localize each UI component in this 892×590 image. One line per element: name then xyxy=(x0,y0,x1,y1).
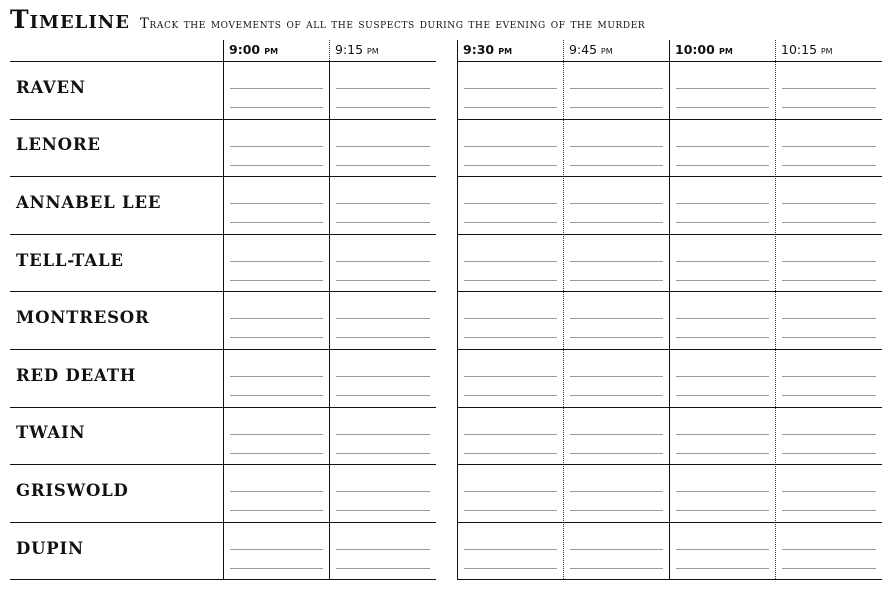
writing-line xyxy=(336,165,430,166)
writing-line xyxy=(570,376,663,377)
writing-line xyxy=(570,434,663,435)
writing-line xyxy=(230,88,323,89)
suspect-row xyxy=(0,464,892,522)
time-header xyxy=(563,40,613,60)
writing-line xyxy=(336,337,430,338)
suspect-name: RAVEN xyxy=(16,77,86,97)
writing-line xyxy=(464,376,557,377)
writing-line xyxy=(336,568,430,569)
writing-line xyxy=(676,165,769,166)
suspect-row xyxy=(0,61,892,119)
suspect-name: LENORE xyxy=(16,135,101,155)
writing-line xyxy=(782,549,876,550)
writing-line xyxy=(336,453,430,454)
suspect-name: MONTRESOR xyxy=(16,308,150,328)
writing-line xyxy=(230,434,323,435)
writing-line xyxy=(782,453,876,454)
writing-line xyxy=(782,318,876,319)
writing-line xyxy=(676,107,769,108)
writing-line xyxy=(782,376,876,377)
writing-line xyxy=(230,146,323,147)
writing-line xyxy=(464,434,557,435)
writing-line xyxy=(676,222,769,223)
writing-line xyxy=(782,510,876,511)
time-header xyxy=(775,40,833,60)
writing-line xyxy=(464,453,557,454)
page-subtitle: Track the movements of all the suspects during the evening of the murder xyxy=(139,16,646,32)
writing-line xyxy=(464,510,557,511)
time-suffix: pm xyxy=(260,43,279,57)
writing-line xyxy=(570,453,663,454)
writing-line xyxy=(230,165,323,166)
time-suffix: pm xyxy=(597,43,613,57)
column-divider-dotted xyxy=(329,40,330,61)
writing-line xyxy=(230,337,323,338)
suspect-row xyxy=(0,349,892,407)
writing-line xyxy=(336,376,430,377)
writing-line xyxy=(676,453,769,454)
writing-line xyxy=(570,491,663,492)
writing-line xyxy=(230,491,323,492)
writing-line xyxy=(464,222,557,223)
row-divider xyxy=(10,579,436,580)
writing-line xyxy=(782,280,876,281)
time-suffix: pm xyxy=(714,43,733,57)
writing-line xyxy=(782,146,876,147)
suspect-row xyxy=(0,176,892,234)
writing-line xyxy=(570,318,663,319)
writing-line xyxy=(464,146,557,147)
writing-line xyxy=(676,337,769,338)
writing-line xyxy=(676,146,769,147)
time-value: 9:45 xyxy=(569,42,598,57)
writing-line xyxy=(570,510,663,511)
suspect-name: GRISWOLD xyxy=(16,480,129,500)
writing-line xyxy=(230,261,323,262)
writing-line xyxy=(570,222,663,223)
writing-line xyxy=(570,549,663,550)
writing-line xyxy=(230,549,323,550)
writing-line xyxy=(676,203,769,204)
time-value: 9:15 xyxy=(335,42,364,57)
time-suffix: pm xyxy=(494,43,513,57)
time-header xyxy=(329,40,379,60)
writing-line xyxy=(570,88,663,89)
writing-line xyxy=(676,510,769,511)
writing-line xyxy=(676,280,769,281)
writing-line xyxy=(336,88,430,89)
writing-line xyxy=(464,395,557,396)
suspect-row xyxy=(0,234,892,292)
writing-line xyxy=(676,434,769,435)
suspect-row xyxy=(0,291,892,349)
time-header-row xyxy=(0,38,892,60)
writing-line xyxy=(230,376,323,377)
writing-line xyxy=(336,261,430,262)
writing-line xyxy=(570,107,663,108)
suspect-name: TWAIN xyxy=(16,423,86,443)
writing-line xyxy=(782,203,876,204)
writing-line xyxy=(230,568,323,569)
writing-line xyxy=(230,107,323,108)
writing-line xyxy=(570,261,663,262)
time-suffix: pm xyxy=(363,43,379,57)
writing-line xyxy=(570,337,663,338)
time-header xyxy=(223,40,278,60)
writing-line xyxy=(464,203,557,204)
writing-line xyxy=(336,203,430,204)
writing-line xyxy=(336,146,430,147)
time-header xyxy=(669,40,733,60)
writing-line xyxy=(464,318,557,319)
writing-line xyxy=(782,261,876,262)
suspect-row xyxy=(0,522,892,580)
writing-line xyxy=(336,395,430,396)
writing-line xyxy=(570,146,663,147)
writing-line xyxy=(230,318,323,319)
writing-line xyxy=(230,453,323,454)
writing-line xyxy=(782,337,876,338)
writing-line xyxy=(464,568,557,569)
writing-line xyxy=(336,107,430,108)
suspect-name: TELL-TALE xyxy=(16,250,124,270)
writing-line xyxy=(336,434,430,435)
writing-line xyxy=(230,510,323,511)
writing-line xyxy=(464,549,557,550)
writing-line xyxy=(336,491,430,492)
writing-line xyxy=(676,261,769,262)
writing-line xyxy=(464,280,557,281)
writing-line xyxy=(230,203,323,204)
writing-line xyxy=(464,491,557,492)
writing-line xyxy=(464,261,557,262)
time-suffix: pm xyxy=(817,43,833,57)
writing-line xyxy=(464,337,557,338)
writing-line xyxy=(782,491,876,492)
suspect-name: RED DEATH xyxy=(16,365,137,385)
page-title: Timeline xyxy=(10,5,130,34)
time-value: 9:00 xyxy=(229,42,261,57)
suspect-row xyxy=(0,119,892,177)
writing-line xyxy=(464,88,557,89)
writing-line xyxy=(782,88,876,89)
writing-line xyxy=(676,376,769,377)
row-divider xyxy=(457,579,882,580)
writing-line xyxy=(782,165,876,166)
writing-line xyxy=(570,280,663,281)
writing-line xyxy=(782,568,876,569)
writing-line xyxy=(336,222,430,223)
writing-line xyxy=(782,434,876,435)
writing-line xyxy=(336,318,430,319)
writing-line xyxy=(676,88,769,89)
writing-line xyxy=(570,203,663,204)
time-value: 10:15 xyxy=(781,42,818,57)
suspect-name: DUPIN xyxy=(16,538,84,558)
time-value: 10:00 xyxy=(675,42,715,57)
suspect-row xyxy=(0,407,892,465)
writing-line xyxy=(570,568,663,569)
time-value: 9:30 xyxy=(463,42,495,57)
writing-line xyxy=(230,280,323,281)
writing-line xyxy=(230,222,323,223)
writing-line xyxy=(782,107,876,108)
writing-line xyxy=(336,510,430,511)
writing-line xyxy=(464,165,557,166)
time-header xyxy=(457,40,512,60)
suspect-name: ANNABEL LEE xyxy=(16,192,162,212)
writing-line xyxy=(336,280,430,281)
writing-line xyxy=(676,318,769,319)
writing-line xyxy=(676,491,769,492)
writing-line xyxy=(570,165,663,166)
writing-line xyxy=(570,395,663,396)
writing-line xyxy=(782,222,876,223)
writing-line xyxy=(464,107,557,108)
writing-line xyxy=(676,568,769,569)
writing-line xyxy=(336,549,430,550)
writing-line xyxy=(676,395,769,396)
writing-line xyxy=(782,395,876,396)
writing-line xyxy=(676,549,769,550)
page-header xyxy=(10,5,645,33)
writing-line xyxy=(230,395,323,396)
